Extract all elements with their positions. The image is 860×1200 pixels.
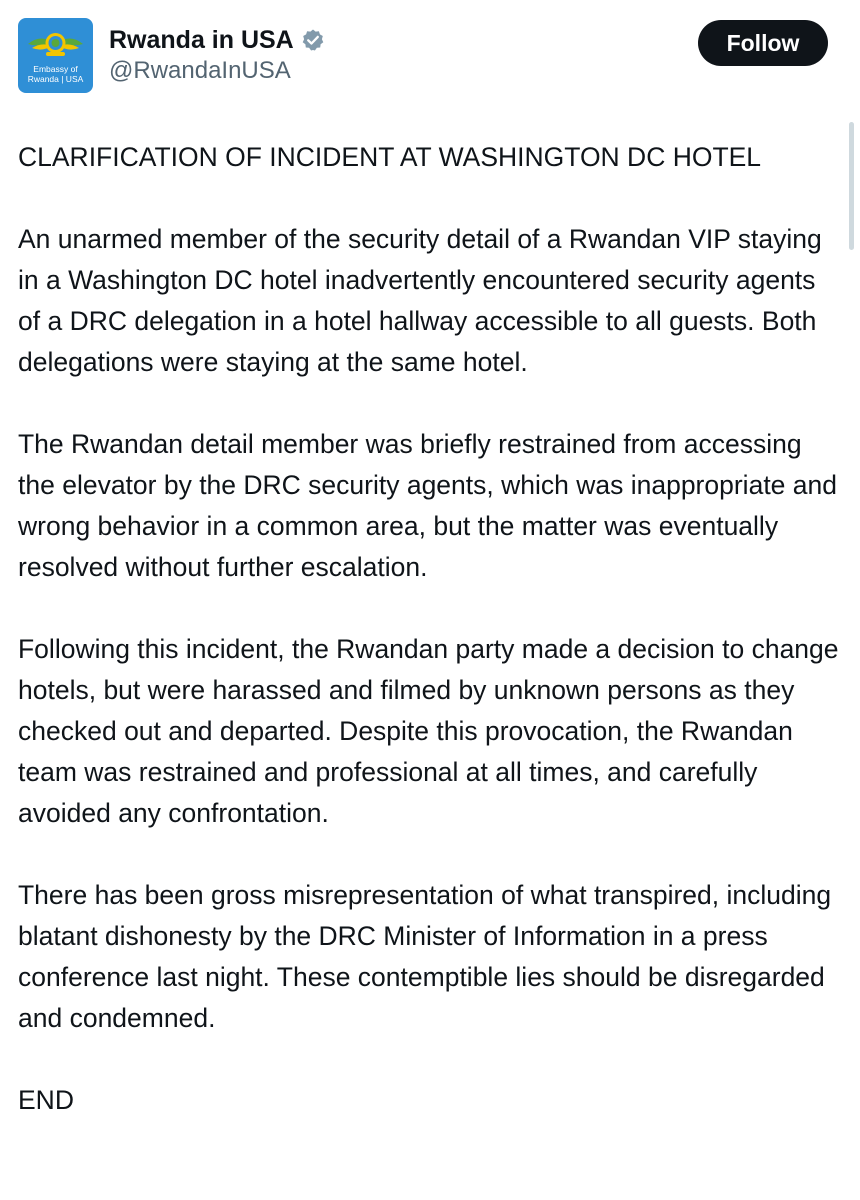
display-name-row: [109, 24, 325, 56]
post-paragraph: END: [18, 1085, 74, 1115]
verified-badge-icon[interactable]: [301, 28, 325, 52]
avatar-caption-line2: Rwanda | USA: [27, 74, 84, 84]
display-name[interactable]: Rwanda in USA: [109, 25, 294, 54]
post-paragraph: The Rwandan detail member was briefly restrained from accessing the elevator by the DRC security agents, which was inappropriate and wrong behavior in a common area, but the matter was eventually resolved without further escalation.: [18, 429, 837, 582]
avatar-caption-line1: Embassy of: [33, 64, 78, 74]
post-text: [18, 137, 840, 1162]
post-paragraph: CLARIFICATION OF INCIDENT AT WASHINGTON DC HOTEL: [18, 142, 762, 172]
post-paragraph: There has been gross misrepresentation of what transpired, including blatant dishonesty by the DRC Minister of Information in a press conference last night. These contemptible lies should be disregarded and condemned.: [18, 880, 832, 1033]
post-paragraph: Following this incident, the Rwandan party made a decision to change hotels, but were harassed and filmed by unknown persons as they checked out and departed. Despite this provocation, the Rwandan team was restrained and professional at all times, and carefully avoided any confrontation.: [18, 634, 839, 828]
post-header: [18, 18, 828, 96]
scrollbar-thumb[interactable]: [849, 122, 854, 250]
avatar[interactable]: [18, 18, 93, 93]
avatar-caption: [18, 64, 93, 84]
author-info: [109, 24, 325, 85]
handle[interactable]: @RwandaInUSA: [109, 57, 291, 84]
post-paragraph: An unarmed member of the security detail of a Rwandan VIP staying in a Washington DC hotel inadvertently encountered security agents of a DRC delegation in a hotel hallway accessible to all guests. Both delegations were staying at the same hotel.: [18, 224, 822, 377]
follow-button[interactable]: Follow: [698, 20, 828, 66]
